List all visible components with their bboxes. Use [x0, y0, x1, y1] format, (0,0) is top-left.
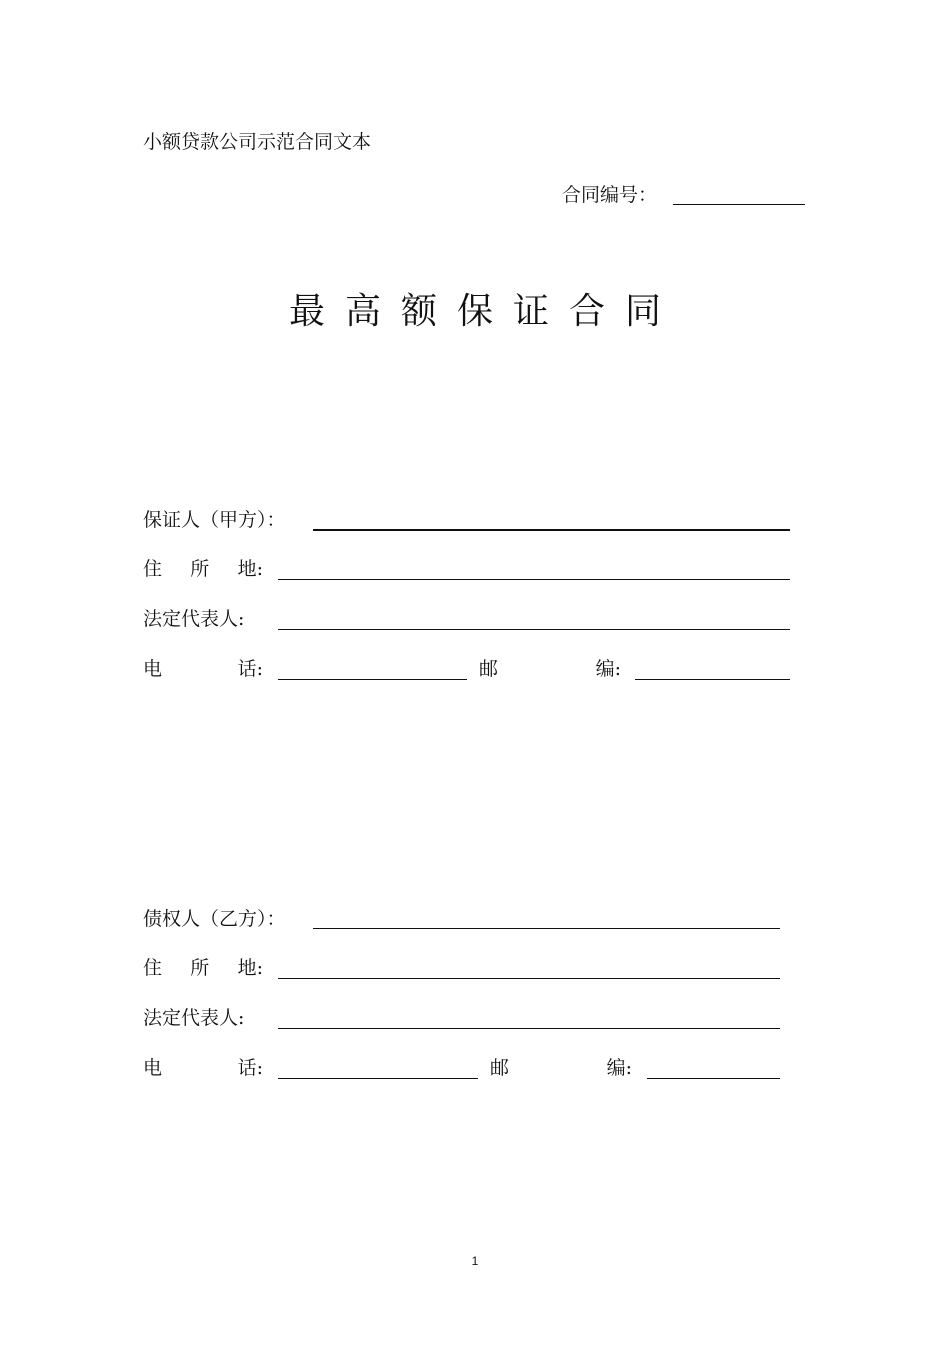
contract-number-field[interactable] — [673, 204, 805, 205]
label-char: 编: — [595, 658, 621, 680]
label-char: 所 — [190, 957, 210, 979]
contract-number-label: 合同编号： — [562, 184, 658, 206]
label-char: 住 — [143, 558, 163, 580]
creditor-name-field[interactable] — [313, 928, 780, 929]
guarantor-address-label — [143, 557, 263, 581]
label-char: 所 — [190, 558, 210, 580]
creditor-phone-field[interactable] — [278, 1078, 478, 1079]
label-char: 地: — [237, 558, 263, 580]
guarantor-postcode-label — [479, 657, 621, 681]
label-char: 电 — [143, 1057, 163, 1079]
label-char: 地: — [237, 957, 263, 979]
page-number: 1 — [471, 1254, 479, 1268]
label-char: 编: — [606, 1057, 632, 1079]
header-subtitle: 小额贷款公司示范合同文本 — [143, 131, 372, 153]
guarantor-party-label: 保证人（甲方）： — [143, 509, 286, 531]
creditor-phone-label — [143, 1056, 263, 1080]
creditor-postcode-label — [490, 1056, 632, 1080]
creditor-postcode-field[interactable] — [647, 1078, 780, 1079]
label-char: 邮 — [490, 1057, 510, 1079]
guarantor-postcode-field[interactable] — [635, 679, 790, 680]
label-char: 住 — [143, 957, 163, 979]
creditor-address-label — [143, 956, 263, 980]
guarantor-legal-rep-label: 法定代表人: — [143, 608, 245, 630]
guarantor-legal-rep-field[interactable] — [278, 629, 790, 630]
guarantor-name-field[interactable] — [313, 529, 790, 531]
label-char: 邮 — [479, 658, 499, 680]
creditor-legal-rep-field[interactable] — [278, 1028, 780, 1029]
label-char: 电 — [143, 658, 163, 680]
creditor-party-label: 债权人（乙方）： — [143, 908, 286, 930]
creditor-address-field[interactable] — [278, 978, 780, 979]
document-title: 最高额保证合同 — [288, 291, 681, 332]
creditor-legal-rep-label: 法定代表人: — [143, 1007, 245, 1029]
label-char: 话: — [237, 658, 263, 680]
guarantor-address-field[interactable] — [278, 579, 790, 580]
guarantor-phone-label — [143, 657, 263, 681]
guarantor-phone-field[interactable] — [278, 679, 467, 680]
label-char: 话: — [237, 1057, 263, 1079]
